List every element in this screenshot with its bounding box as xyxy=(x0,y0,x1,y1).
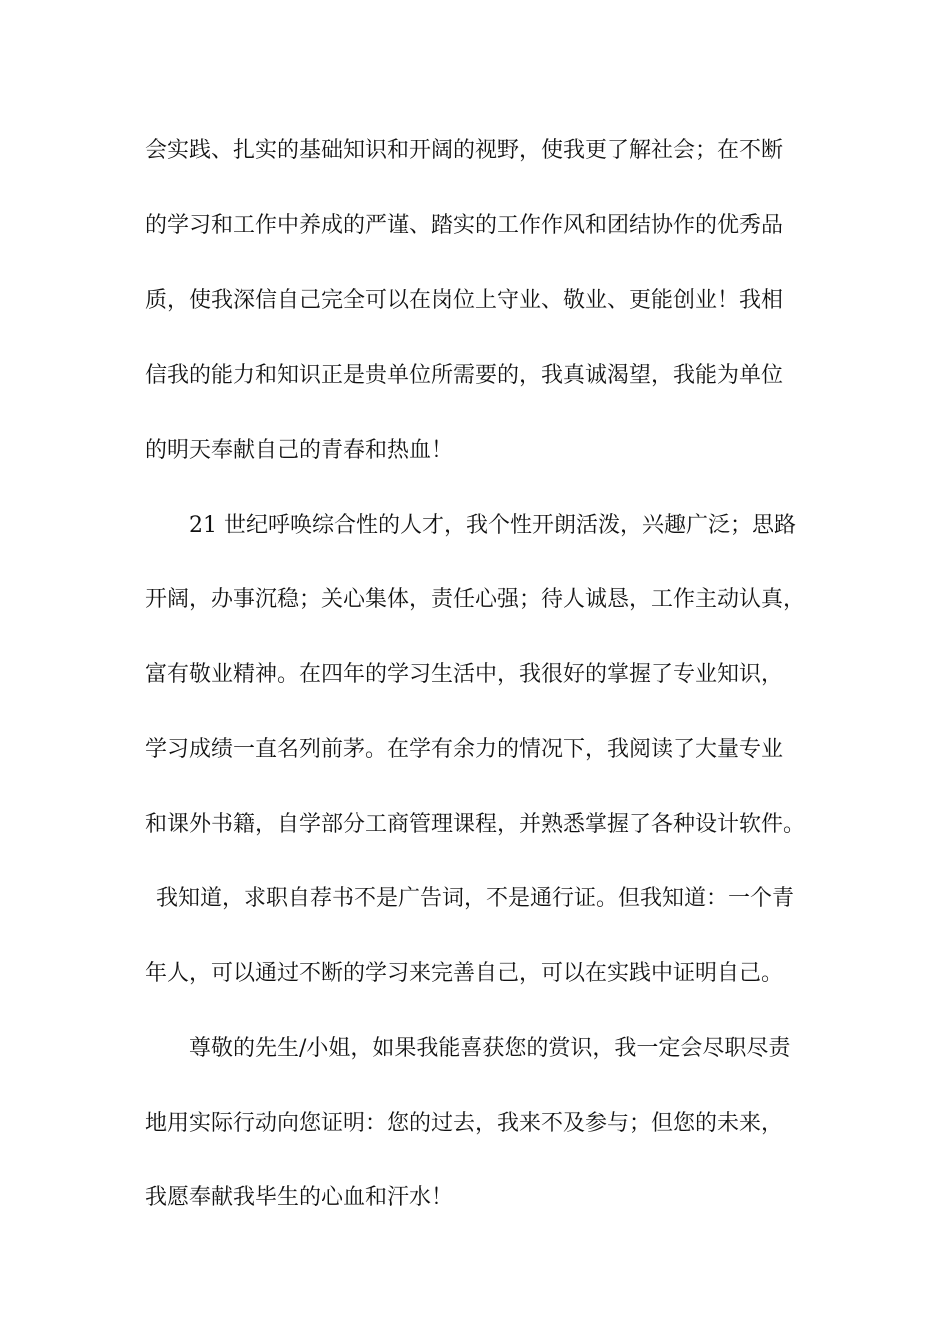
text-line: 开阔，办事沉稳；关心集体，责任心强；待人诚恳，工作主动认真， xyxy=(145,587,806,612)
text-line: 信我的能力和知识正是贵单位所需要的，我真诚渴望，我能为单位 xyxy=(145,363,784,388)
text-line: 我愿奉献我毕生的心血和汗水！ xyxy=(145,1185,454,1210)
text-line: 学习成绩一直名列前茅。在学有余力的情况下，我阅读了大量专业 xyxy=(145,737,784,762)
text-line: 的明天奉献自己的青春和热血！ xyxy=(145,438,454,463)
text-line: 富有敬业精神。在四年的学习生活中，我很好的掌握了专业知识， xyxy=(145,662,784,687)
text-line: 质，使我深信自己完全可以在岗位上守业、敬业、更能创业！我相 xyxy=(145,288,784,313)
text-line: 会实践、扎实的基础知识和开阔的视野，使我更了解社会；在不断 xyxy=(145,138,784,163)
text-line: 的学习和工作中养成的严谨、踏实的工作作风和团结协作的优秀品 xyxy=(145,213,784,238)
text-line: 年人，可以通过不断的学习来完善自己，可以在实践中证明自己。 xyxy=(145,961,784,986)
paragraph-start-line: 尊敬的先生/小姐，如果我能喜获您的赏识，我一定会尽职尽责 xyxy=(189,1036,791,1061)
text-line: 地用实际行动向您证明：您的过去，我来不及参与；但您的未来， xyxy=(145,1111,784,1136)
paragraph-start-line: 21 世纪呼唤综合性的人才，我个性开朗活泼，兴趣广泛；思路 xyxy=(189,513,796,538)
text-line: 我知道，求职自荐书不是广告词，不是通行证。但我知道：一个青 xyxy=(156,886,795,911)
text-line: 和课外书籍，自学部分工商管理课程，并熟悉掌握了各种设计软件。 xyxy=(145,812,806,837)
